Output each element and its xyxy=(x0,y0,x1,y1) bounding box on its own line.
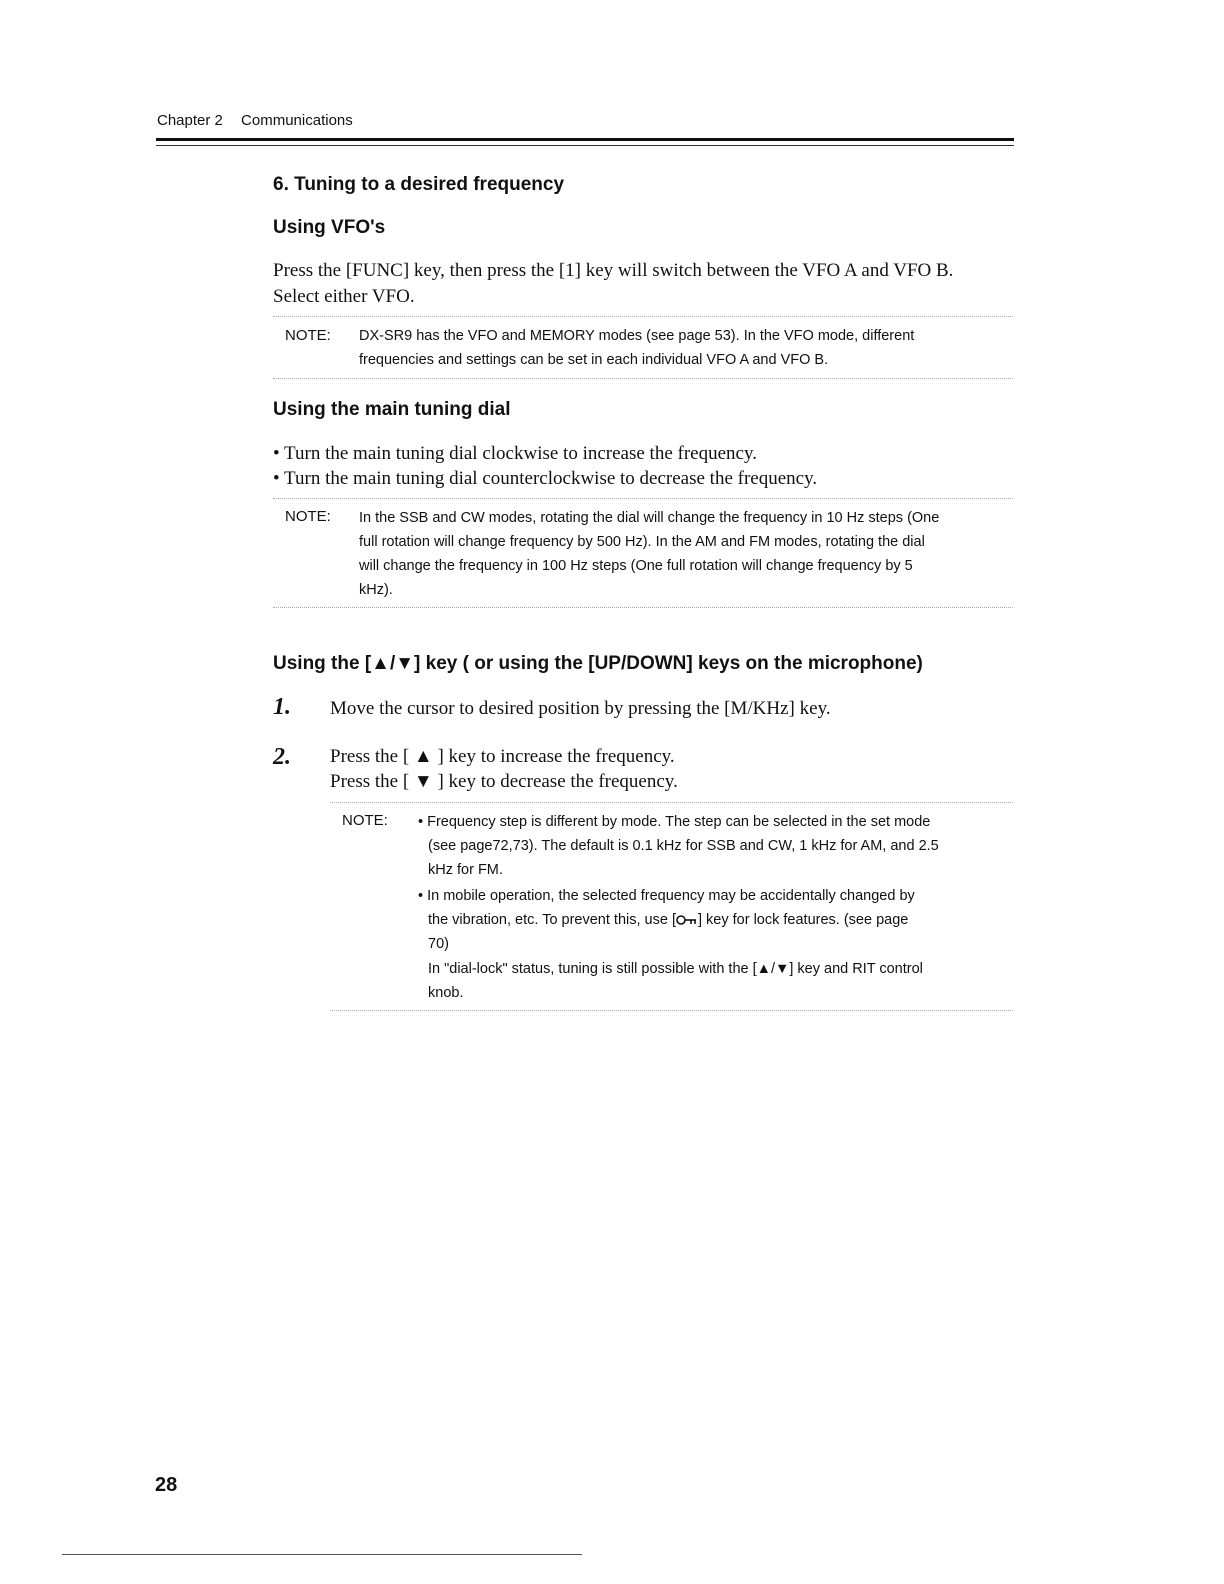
section-label: Communications xyxy=(241,112,353,129)
updown-note-line-8: knob. xyxy=(428,985,464,1001)
vfo-note-line-1: DX-SR9 has the VFO and MEMORY modes (see page 53). In the VFO mode, different xyxy=(359,328,915,344)
lock-text-before: the vibration, etc. To prevent this, use [ xyxy=(428,912,676,928)
lock-key-icon xyxy=(676,908,698,932)
dial-note-line-2: full rotation will change frequency by 500 Hz). In the AM and FM modes, rotating the dial xyxy=(359,534,925,550)
vfo-line-2: Select either VFO. xyxy=(273,286,415,307)
header-rule-thin xyxy=(156,145,1014,146)
scan-edge xyxy=(62,1554,582,1555)
dial-bullet-2: • Turn the main tuning dial counterclockwise to decrease the frequency. xyxy=(273,468,818,489)
step-2-text-2: Press the [ ▼ ] key to decrease the frequency. xyxy=(330,771,678,792)
vfo-heading: Using VFO's xyxy=(273,217,386,238)
dial-heading: Using the main tuning dial xyxy=(273,399,511,420)
header-rule xyxy=(156,138,1014,141)
note-divider xyxy=(273,316,1013,317)
step-number: 2. xyxy=(273,744,291,770)
step-1-text: Move the cursor to desired position by pressing the [M/KHz] key. xyxy=(330,698,831,719)
dial-note-line-4: kHz). xyxy=(359,582,393,598)
dial-note-line-3: will change the frequency in 100 Hz steps (One full rotation will change frequency by 5 xyxy=(359,558,913,574)
updown-note-line-2: (see page72,73). The default is 0.1 kHz for SSB and CW, 1 kHz for AM, and 2.5 xyxy=(428,838,939,854)
step-number: 1. xyxy=(273,694,291,720)
dial-note-label: NOTE: xyxy=(285,508,331,525)
updown-note-line-5 xyxy=(428,908,908,932)
page-title: 6. Tuning to a desired frequency xyxy=(273,174,565,195)
lock-text-after: ] key for lock features. (see page xyxy=(697,912,909,928)
note-divider xyxy=(330,1010,1013,1011)
updown-note-line-4: • In mobile operation, the selected frequency may be accidentally changed by xyxy=(418,888,915,904)
updown-heading: Using the [▲/▼] key ( or using the [UP/DOWN] keys on the microphone) xyxy=(273,653,923,674)
running-header xyxy=(157,112,367,129)
note-divider xyxy=(273,378,1013,379)
updown-note-label: NOTE: xyxy=(342,812,388,829)
updown-note-line-6: 70) xyxy=(428,936,449,952)
updown-note-line-3: kHz for FM. xyxy=(428,862,503,878)
step-2-text-1: Press the [ ▲ ] key to increase the frequency. xyxy=(330,746,675,767)
note-divider xyxy=(273,498,1013,499)
chapter-label: Chapter 2 xyxy=(157,112,223,129)
dial-note-line-1: In the SSB and CW modes, rotating the dial will change the frequency in 10 Hz steps (One xyxy=(359,510,940,526)
note-divider xyxy=(273,607,1013,608)
page-number: 28 xyxy=(155,1474,178,1496)
vfo-line-1: Press the [FUNC] key, then press the [1] key will switch between the VFO A and VFO B. xyxy=(273,260,954,281)
dial-bullet-1: • Turn the main tuning dial clockwise to increase the frequency. xyxy=(273,443,757,464)
updown-note-line-1: • Frequency step is different by mode. The step can be selected in the set mode xyxy=(418,814,931,830)
vfo-note-label: NOTE: xyxy=(285,327,331,344)
note-divider xyxy=(330,802,1013,803)
vfo-note-line-2: frequencies and settings can be set in each individual VFO A and VFO B. xyxy=(359,352,829,368)
updown-note-line-7: In "dial-lock" status, tuning is still possible with the [▲/▼] key and RIT control xyxy=(428,961,923,977)
